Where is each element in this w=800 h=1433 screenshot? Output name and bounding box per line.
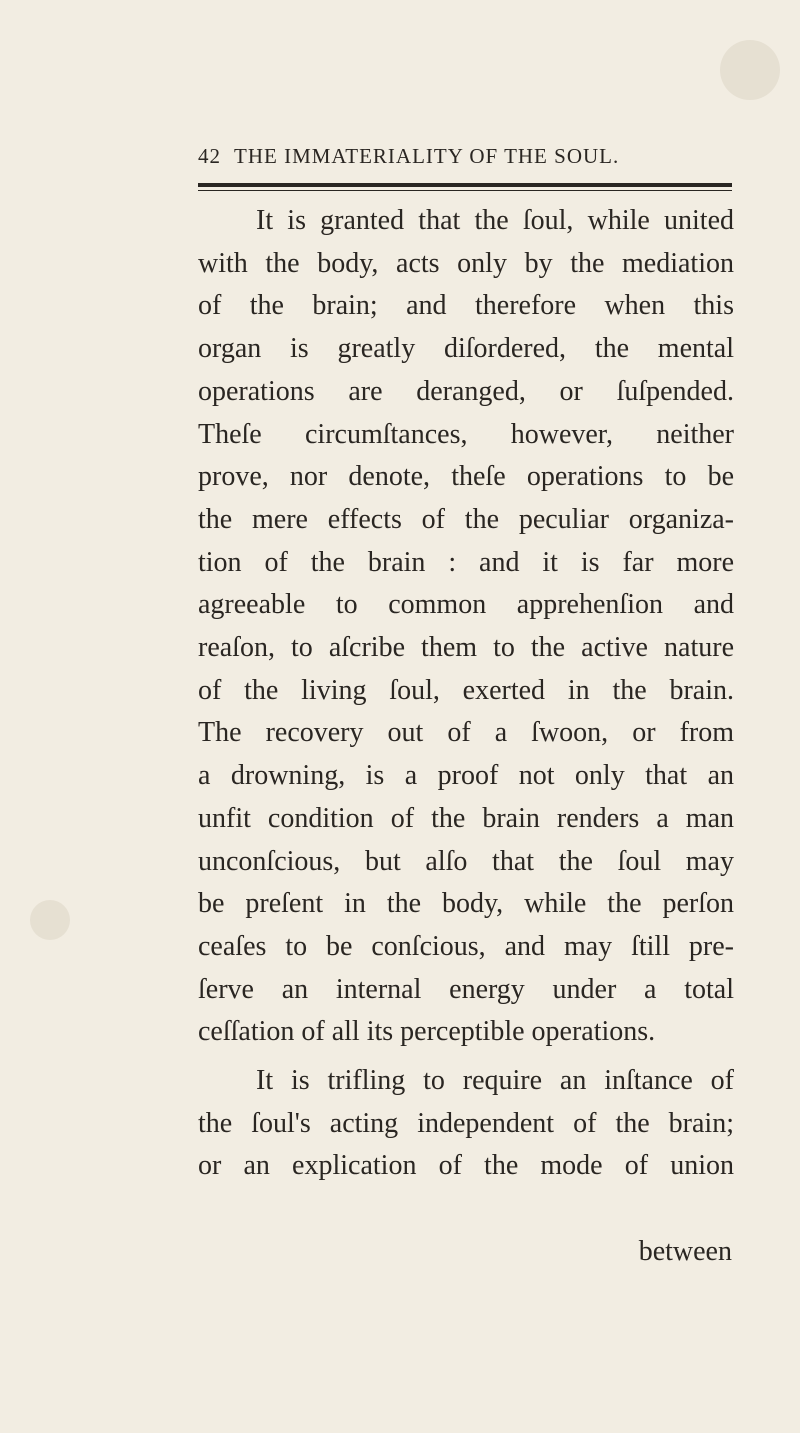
text-line: a drowning, is a proof not only that an: [198, 760, 734, 792]
text-line: reaſon, to aſcribe them to the active nature: [198, 632, 734, 664]
text-line: the mere effects of the peculiar organiza-: [198, 503, 734, 535]
text-line: ceſſation of all its perceptible operations.: [198, 1016, 656, 1048]
text-line: unconſcious, but alſo that the ſoul may: [198, 845, 734, 877]
text-line: prove, nor denote, theſe operations to be: [198, 461, 734, 493]
text-line: the ſoul's acting independent of the brain;: [198, 1107, 734, 1139]
text-line: of the brain; and therefore when this: [198, 290, 734, 322]
running-title: THE IMMATERIALITY OF THE SOUL.: [234, 144, 620, 168]
text-line: or an explication of the mode of union: [198, 1150, 734, 1182]
header-rule-thick: [198, 183, 732, 187]
text-line: ceaſes to be conſcious, and may ſtill pre-: [198, 930, 734, 962]
text-line: operations are deranged, or ſuſpended.: [198, 375, 734, 407]
page-number: 42: [198, 144, 221, 168]
text-line: Theſe circumſtances, however, neither: [198, 418, 734, 450]
paper-stain: [720, 40, 780, 100]
text-line: It is granted that the ſoul, while united: [256, 205, 734, 236]
text-line: organ is greatly diſordered, the mental: [198, 333, 734, 365]
text-line: of the living ſoul, exerted in the brain.: [198, 674, 734, 706]
header-rule-thin: [198, 190, 732, 191]
text-line: The recovery out of a ſwoon, or from: [198, 717, 734, 749]
paragraph-2: [198, 1060, 734, 1188]
paper-stain: [30, 900, 70, 940]
text-line: be preſent in the body, while the perſon: [198, 888, 734, 920]
text-line: tion of the brain : and it is far more: [198, 546, 734, 578]
text-line: ſerve an internal energy under a total: [198, 973, 734, 1005]
text-line: with the body, acts only by the mediation: [198, 247, 734, 279]
text-line: agreeable to common apprehenſion and: [198, 589, 734, 621]
text-line: unfit condition of the brain renders a man: [198, 802, 734, 834]
catchword: between: [638, 1236, 732, 1267]
paragraph-1: [198, 200, 734, 1054]
text-line: It is trifling to require an inſtance of: [256, 1065, 734, 1096]
